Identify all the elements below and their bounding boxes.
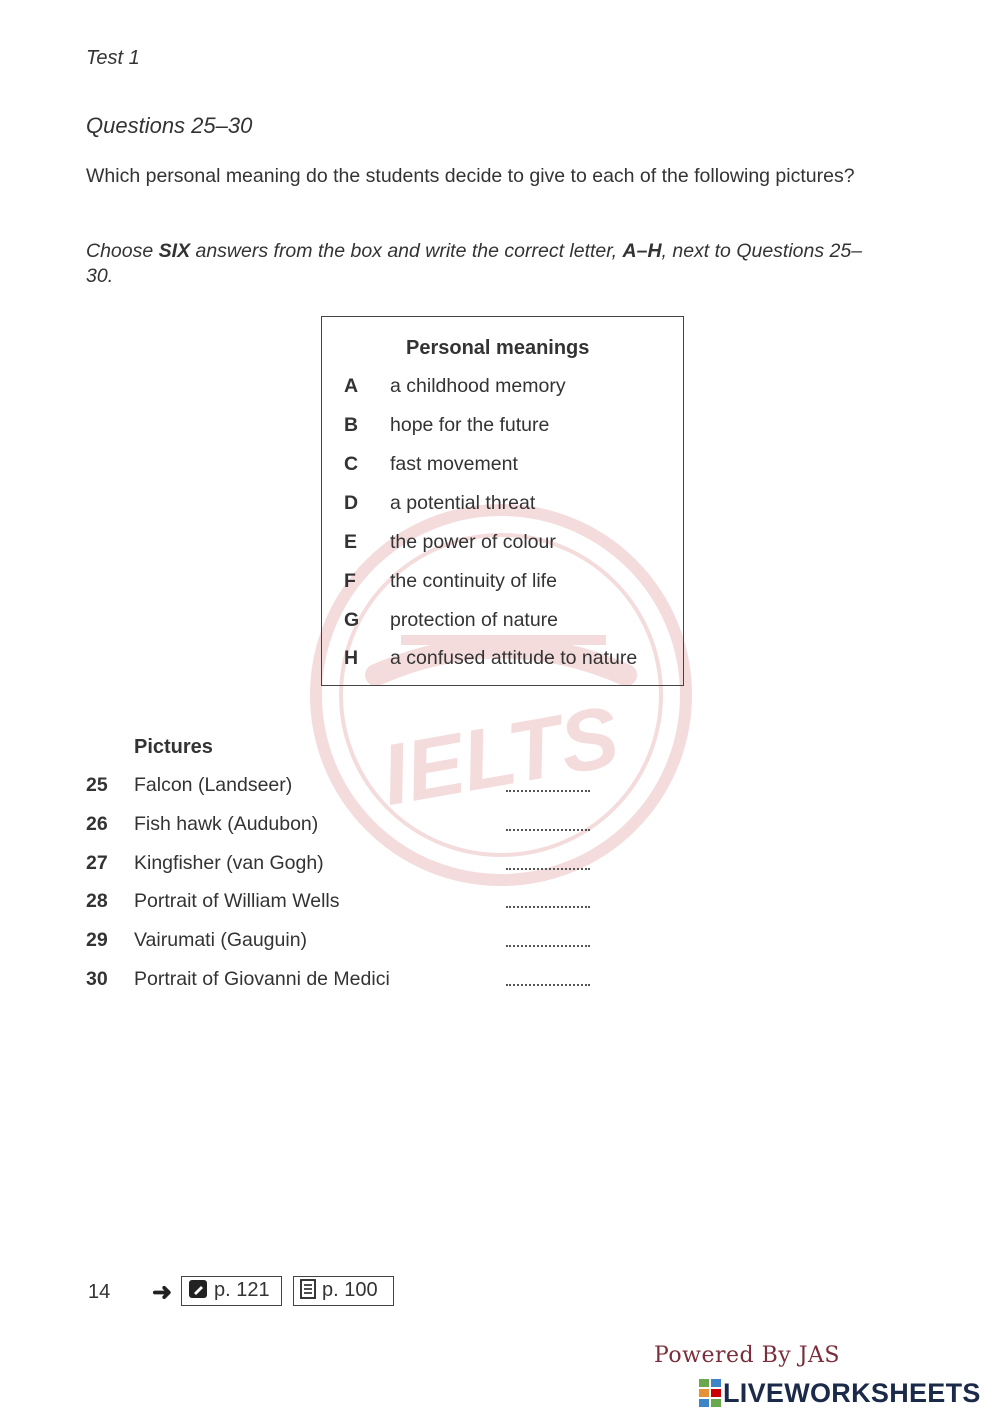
- ref2-text: p. 100: [322, 1279, 378, 1301]
- option-letter: C: [344, 453, 359, 475]
- picture-name: Kingfisher (van Gogh): [134, 852, 324, 874]
- choose-suffix: , next to Questions 25–30.: [86, 240, 863, 287]
- page-number: 14: [88, 1281, 111, 1303]
- arrow-right-icon: ➜: [152, 1279, 173, 1306]
- powered-by-text: Powered By JAS: [654, 1343, 840, 1368]
- picture-name: Portrait of Giovanni de Medici: [134, 968, 390, 990]
- option-letter: D: [344, 492, 359, 514]
- pictures-heading: Pictures: [134, 736, 213, 758]
- answer-blank-27[interactable]: [506, 868, 590, 870]
- question-number: 27: [86, 852, 108, 874]
- option-text: fast movement: [390, 453, 518, 475]
- picture-name: Portrait of William Wells: [134, 890, 340, 912]
- picture-name: Vairumati (Gauguin): [134, 929, 308, 951]
- question-row-30: [86, 968, 606, 998]
- choose-instruction: [86, 239, 866, 289]
- question-instruction: Which personal meaning do the students decide to give to each of the following pictures?: [86, 165, 855, 187]
- option-letter: B: [344, 414, 359, 436]
- test-label: Test 1: [86, 47, 140, 69]
- option-text: a potential threat: [390, 492, 536, 514]
- watermark-text: IELTS: [375, 688, 626, 824]
- answer-blank-30[interactable]: [506, 984, 590, 986]
- picture-name: Fish hawk (Audubon): [134, 813, 319, 835]
- answer-key-reference: [181, 1276, 282, 1306]
- answer-key-icon: [188, 1279, 208, 1299]
- question-number: 25: [86, 774, 108, 796]
- question-number: 26: [86, 813, 108, 835]
- answer-blank-28[interactable]: [506, 906, 590, 908]
- questions-heading: Questions 25–30: [86, 113, 253, 138]
- option-text: the continuity of life: [390, 570, 557, 592]
- personal-meanings-box: [321, 316, 684, 686]
- question-row-28: [86, 890, 606, 920]
- box-title: Personal meanings: [406, 337, 590, 359]
- ref1-text: p. 121: [214, 1279, 270, 1301]
- question-row-29: [86, 929, 606, 959]
- option-text: protection of nature: [390, 609, 559, 631]
- choose-six: SIX: [158, 240, 191, 262]
- answer-blank-29[interactable]: [506, 945, 590, 947]
- option-letter: G: [344, 609, 360, 631]
- answer-blank-26[interactable]: [506, 829, 590, 831]
- question-row-26: [86, 813, 606, 843]
- question-number: 29: [86, 929, 108, 951]
- option-text: the power of colour: [390, 531, 556, 553]
- option-letter: F: [344, 570, 356, 592]
- liveworksheets-text: LIVEWORKSHEETS: [723, 1378, 981, 1408]
- option-text: hope for the future: [390, 414, 550, 436]
- answer-blank-25[interactable]: [506, 790, 590, 792]
- question-number: 30: [86, 968, 108, 990]
- option-letter: A: [344, 375, 359, 397]
- option-text: a childhood memory: [390, 375, 566, 397]
- question-row-27: [86, 852, 606, 882]
- liveworksheets-icon: [699, 1379, 721, 1407]
- picture-name: Falcon (Landseer): [134, 774, 293, 796]
- option-letter: H: [344, 647, 359, 669]
- transcript-reference: [293, 1276, 394, 1306]
- option-text: a confused attitude to nature: [390, 647, 638, 669]
- question-number: 28: [86, 890, 108, 912]
- choose-prefix: Choose: [86, 240, 159, 262]
- choose-range: A–H: [622, 240, 662, 262]
- option-letter: E: [344, 531, 358, 553]
- question-row-25: [86, 774, 606, 804]
- choose-mid: answers from the box and write the correct letter,: [190, 240, 623, 262]
- transcript-icon: [300, 1279, 316, 1299]
